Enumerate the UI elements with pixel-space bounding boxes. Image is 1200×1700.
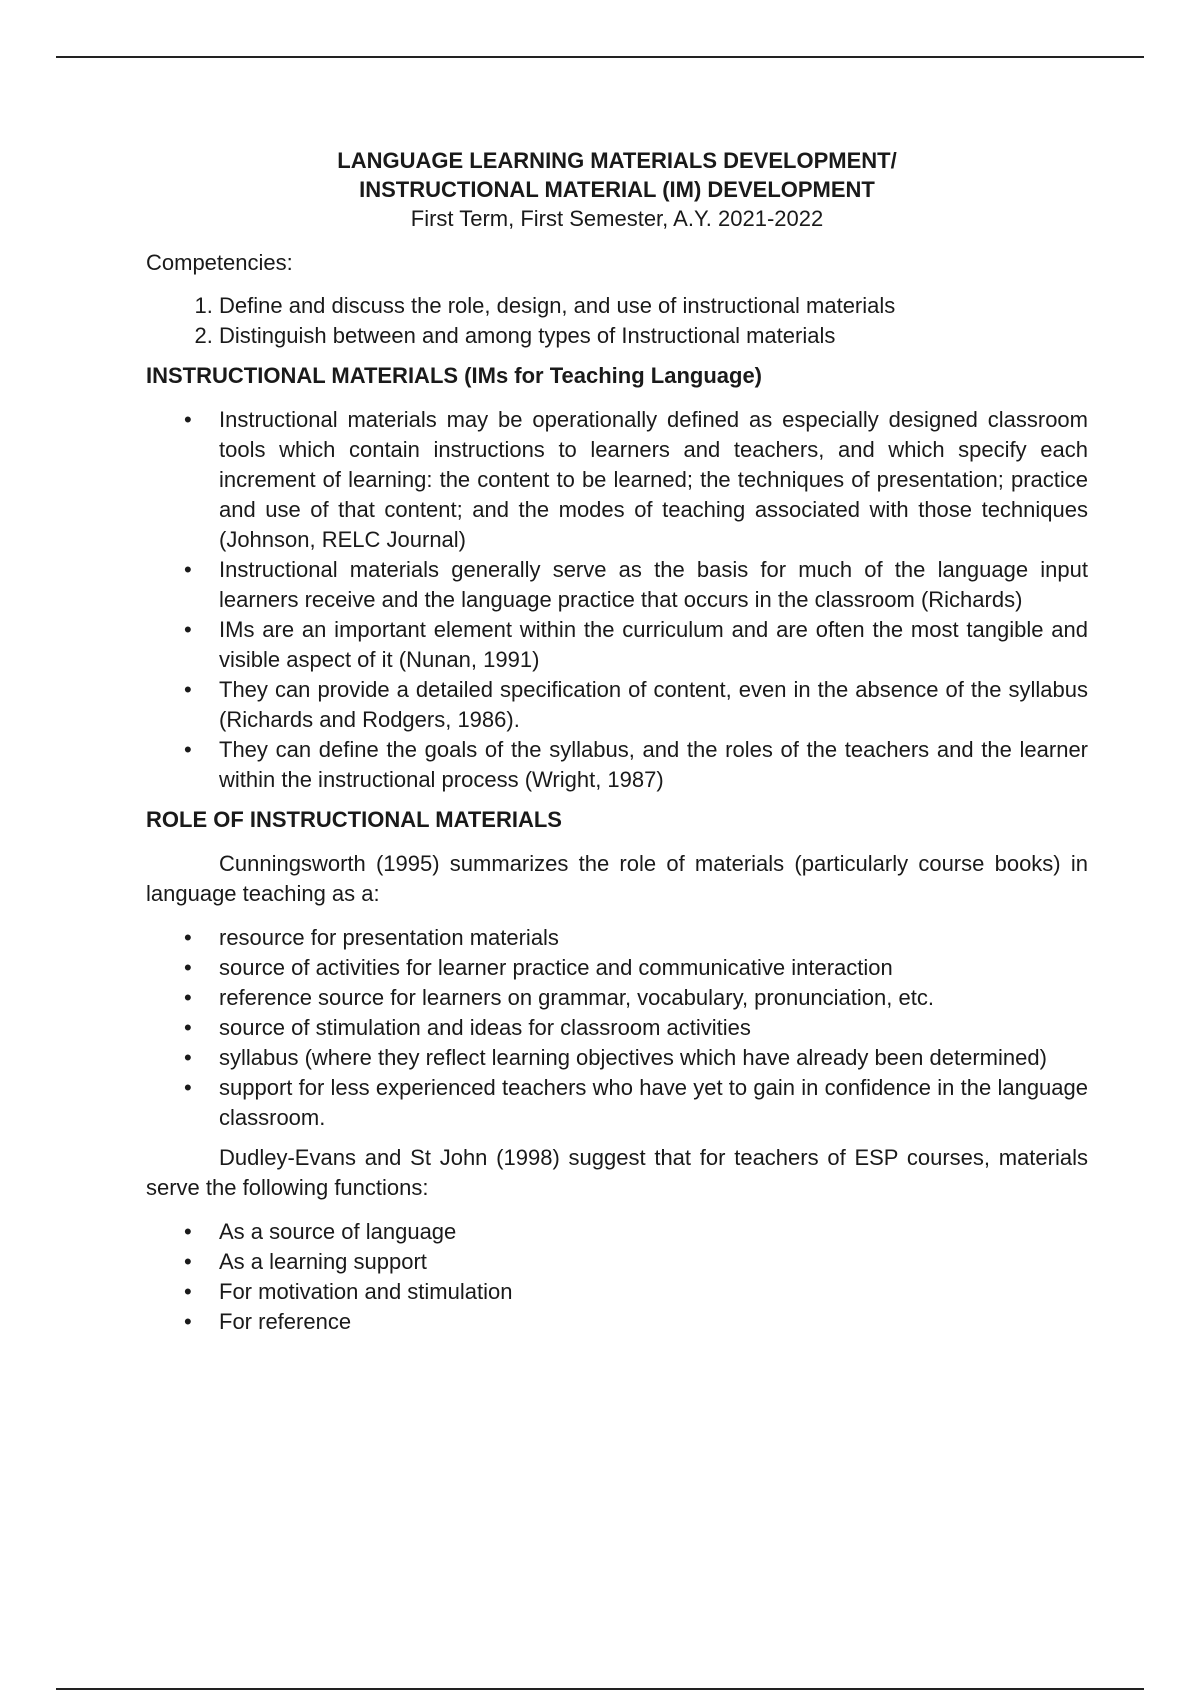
role-list [146,923,1088,1133]
competencies-label: Competencies: [146,250,293,275]
list-item-text: resource for presentation materials [219,925,559,950]
bullet-glyph: • [184,1309,192,1334]
list-item [146,953,1088,983]
list-item [146,1043,1088,1073]
list-item [146,1013,1088,1043]
bottom-rule [56,1688,1144,1690]
list-item [146,923,1088,953]
section-heading-role: ROLE OF INSTRUCTIONAL MATERIALS [146,807,562,832]
list-item [146,1307,1088,1337]
list-item [146,555,1088,615]
bullet-glyph: • [184,1015,192,1040]
bullet-glyph: • [184,955,192,980]
competency-item: 1. Define and discuss the role, design, and use of instructional materials [219,291,1088,321]
list-item [146,675,1088,735]
cunningsworth-paragraph: Cunningsworth (1995) summarizes the role of materials (particularly course books) in language teaching as a: [146,851,1088,906]
list-item-text: source of activities for learner practice and communicative interaction [219,955,893,980]
list-item [146,1217,1088,1247]
top-rule [56,56,1144,58]
list-item-text: As a learning support [219,1249,427,1274]
list-item-text: reference source for learners on grammar, vocabulary, pronunciation, etc. [219,985,934,1010]
instructional-materials-list [146,405,1088,795]
bullet-glyph: • [184,737,192,762]
list-item-text: source of stimulation and ideas for classroom activities [219,1015,751,1040]
list-item-text: support for less experienced teachers who have yet to gain in confidence in the language classroom. [219,1075,1088,1130]
document-title-line-2: INSTRUCTIONAL MATERIAL (IM) DEVELOPMENT [359,177,875,202]
list-item-text: Instructional materials may be operationally defined as especially designed classroom tools which contain instructions to learners and teachers, and which specify each increment of learning: the content to be learned; the techniques of presentation; practice and use of that content; and the modes of teaching associated with those techniques (Johnson, RELC Journal) [219,407,1088,552]
list-item-text: syllabus (where they reflect learning objectives which have already been determined) [219,1045,1047,1070]
bullet-glyph: • [184,1045,192,1070]
list-item [146,735,1088,795]
competency-item: 2. Distinguish between and among types of Instructional materials [219,321,1088,351]
dudley-evans-paragraph: Dudley-Evans and St John (1998) suggest that for teachers of ESP courses, materials serve the following functions: [146,1145,1088,1200]
bullet-glyph: • [184,925,192,950]
list-item-text: They can define the goals of the syllabus, and the roles of the teachers and the learner within the instructional process (Wright, 1987) [219,737,1088,792]
document-page [146,146,1088,1347]
list-item [146,1073,1088,1133]
esp-functions-list [146,1217,1088,1337]
bullet-glyph: • [184,1249,192,1274]
bullet-glyph: • [184,617,192,642]
bullet-glyph: • [184,407,192,432]
bullet-glyph: • [184,1279,192,1304]
list-item-text: Instructional materials generally serve as the basis for much of the language input learners receive and the language practice that occurs in the classroom (Richards) [219,557,1088,612]
list-item [146,1277,1088,1307]
list-item [146,615,1088,675]
bullet-glyph: • [184,677,192,702]
list-item [146,1247,1088,1277]
bullet-glyph: • [184,1075,192,1100]
document-subtitle: First Term, First Semester, A.Y. 2021-2022 [410,206,824,231]
list-item-text: IMs are an important element within the curriculum and are often the most tangible and visible aspect of it (Nunan, 1991) [219,617,1088,672]
list-item [146,983,1088,1013]
list-item-text: For motivation and stimulation [219,1279,513,1304]
list-item [146,405,1088,555]
list-item-text: As a source of language [219,1219,457,1244]
bullet-glyph: • [184,985,192,1010]
list-item-text: For reference [219,1309,352,1334]
document-title-line-1: LANGUAGE LEARNING MATERIALS DEVELOPMENT/ [337,148,897,173]
competencies-list [146,291,1088,351]
section-heading-instructional-materials: INSTRUCTIONAL MATERIALS (IMs for Teaching Language) [146,363,762,388]
bullet-glyph: • [184,557,192,582]
bullet-glyph: • [184,1219,192,1244]
list-item-text: They can provide a detailed specification of content, even in the absence of the syllabus (Richards and Rodgers, 1986). [219,677,1088,732]
